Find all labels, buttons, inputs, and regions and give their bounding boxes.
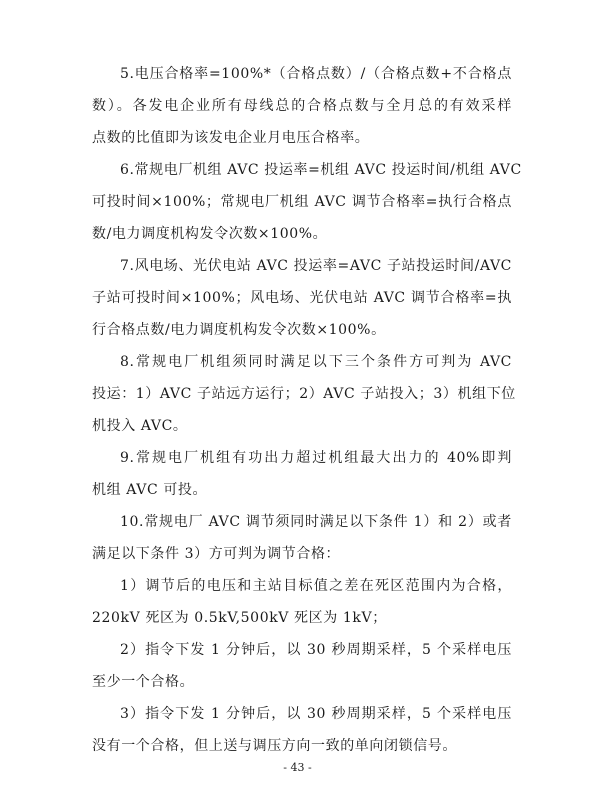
paragraph-line: 5.电压合格率=100%*（合格点数）/（合格点数+不合格点 <box>120 66 512 82</box>
paragraph-line: 满足以下条件 3）方可判为调节合格： <box>92 546 341 562</box>
paragraph-line: 可投时间×100%；常规电厂机组 AVC 调节合格率=执行合格点 <box>92 194 512 210</box>
paragraph-line: 投运：1）AVC 子站远方运行；2）AVC 子站投入；3）机组下位 <box>92 386 516 402</box>
paragraph-line: 点数的比值即为该发电企业月电压合格率。 <box>92 130 370 146</box>
paragraph-line: 数）。各发电企业所有母线总的合格点数与全月总的有效采样 <box>92 98 512 114</box>
paragraph-line: 8.常规电厂机组须同时满足以下三个条件方可判为 AVC <box>120 354 512 370</box>
paragraph-line: 10.常规电厂 AVC 调节须同时满足以下条件 1）和 2）或者 <box>120 514 512 530</box>
paragraph-line: 1）调节后的电压和主站目标值之差在死区范围内为合格， <box>120 578 512 594</box>
paragraph-line: 至少一个合格。 <box>92 674 195 690</box>
paragraph-line: 6.常规电厂机组 AVC 投运率=机组 AVC 投运时间/机组 AVC <box>120 162 522 178</box>
paragraph-line: 机投入 AVC。 <box>92 418 188 434</box>
paragraph-line: 机组 AVC 可投。 <box>92 482 208 498</box>
paragraph-line: 子站可投时间×100%；风电场、光伏电站 AVC 调节合格率=执 <box>92 290 512 306</box>
paragraph-line: 行合格点数/电力调度机构发令次数×100%。 <box>92 322 386 338</box>
paragraph-line: 2）指令下发 1 分钟后，以 30 秒周期采样，5 个采样电压 <box>120 642 512 658</box>
paragraph-line: 数/电力调度机构发令次数×100%。 <box>92 226 328 242</box>
paragraph-line: 没有一个合格，但上送与调压方向一致的单向闭锁信号。 <box>92 738 457 754</box>
paragraph-line: 3）指令下发 1 分钟后，以 30 秒周期采样，5 个采样电压 <box>120 706 512 722</box>
paragraph-line: 9.常规电厂机组有功出力超过机组最大出力的 40%即判 <box>120 450 512 466</box>
paragraph-line: 220kV 死区为 0.5kV,500kV 死区为 1kV； <box>92 610 387 626</box>
page-number: - 43 - <box>283 761 312 774</box>
paragraph-line: 7.风电场、光伏电站 AVC 投运率=AVC 子站投运时间/AVC <box>120 258 512 274</box>
